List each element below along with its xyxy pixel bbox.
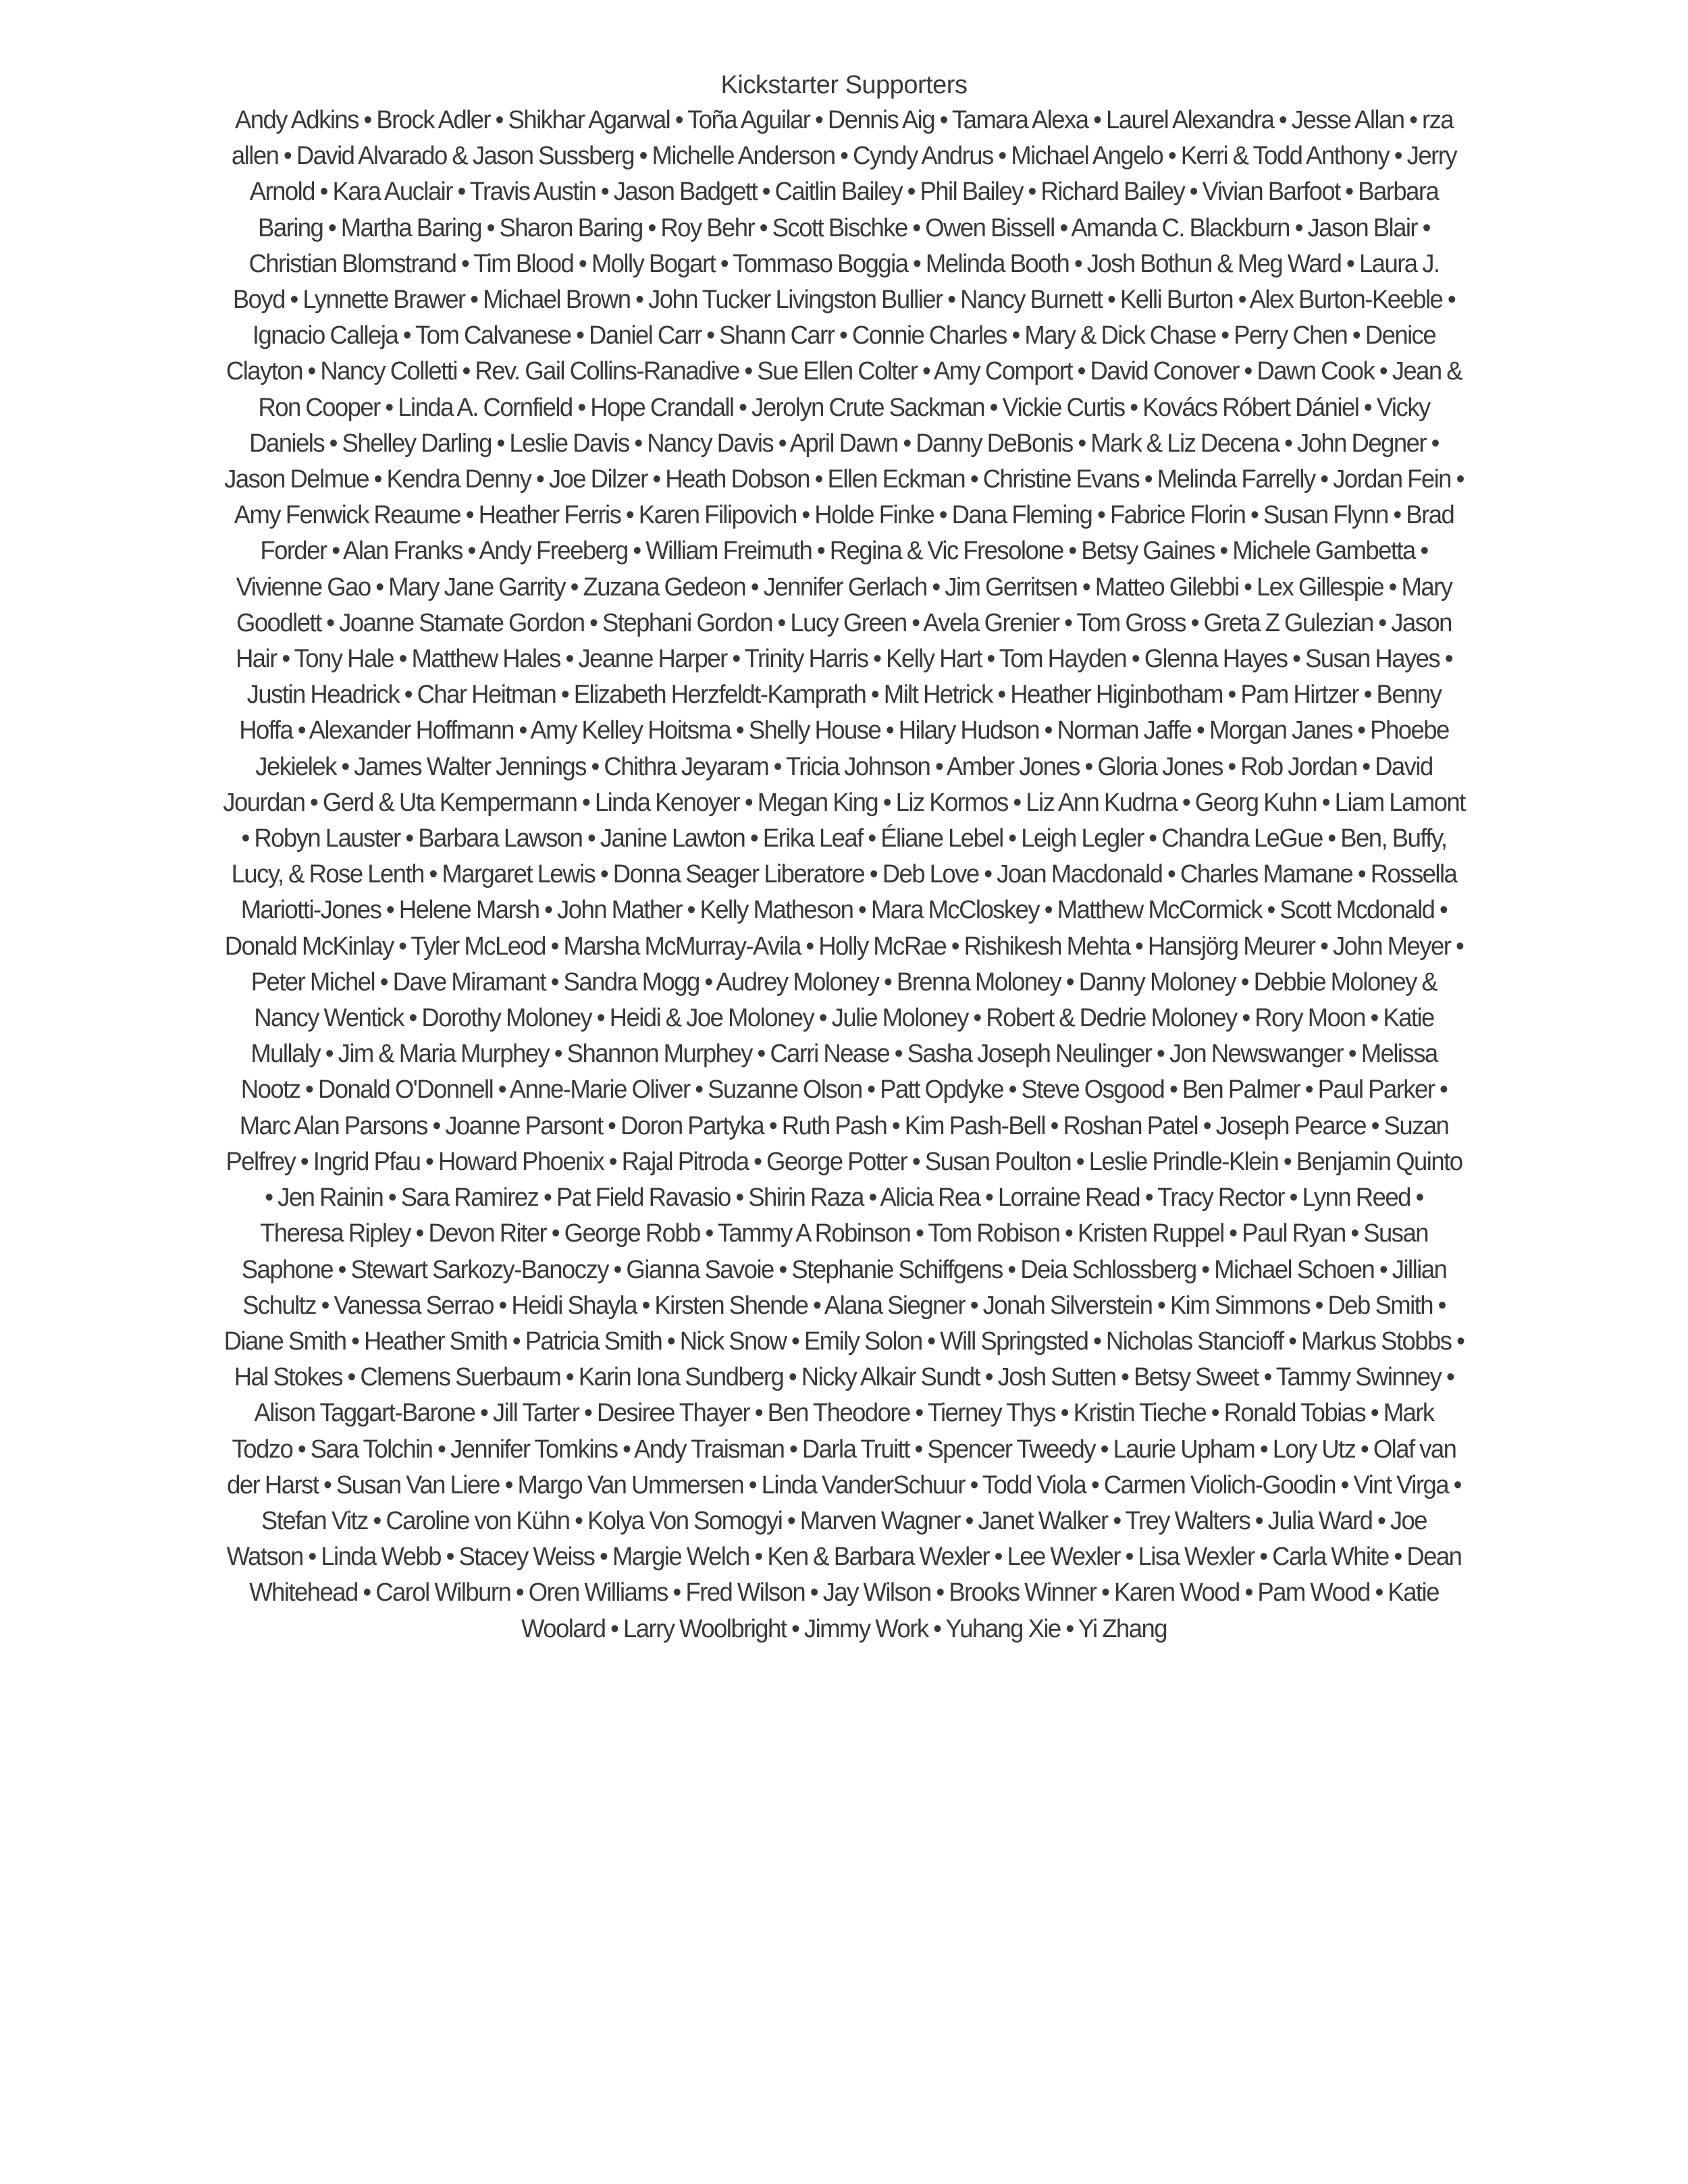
document-page [196,68,1492,1647]
page-title: Kickstarter Supporters [720,71,968,99]
supporters-list: Andy Adkins • Brock Adler • Shikhar Agarwal • Toña Aguilar • Dennis Aig • Tamara Alexa • Laurel Alexandra • Jesse Allan • rza allen • David Alvarado & Jason Sussberg • Michelle Anderson • Cyndy Andrus • Michael Angelo • Kerri & Todd Anthony • Jerry Arnold • Kara Auclair • Travis Austin • Jason Badgett • Caitlin Bailey • Phil Bailey • Richard Bailey • Vivian Barfoot • Barbara Baring • Martha Baring • Sharon Baring • Roy Behr • Scott Bischke • Owen Bissell • Amanda C. Blackburn • Jason Blair • Christian Blomstrand • Tim Blood • Molly Bogart • Tommaso Boggia • Melinda Booth • Josh Bothun & Meg Ward • Laura J. Boyd • Lynnette Brawer • Michael Brown • John Tucker Livingston Bullier • Nancy Burnett • Kelli Burton • Alex Burton-Keeble • Ignacio Calleja • Tom Calvanese • Daniel Carr • Shann Carr • Connie Charles • Mary & Dick Chase • Perry Chen • Denice Clayton • Nancy Colletti • Rev. Gail Collins-Ranadive • Sue Ellen Colter • Amy Comport • David Conover • Dawn Cook • Jean & Ron Cooper • Linda A. Cornfield • Hope Crandall • Jerolyn Crute Sackman • Vickie Curtis • Kovács Róbert Dániel • Vicky Daniels • Shelley Darling • Leslie Davis • Nancy Davis • April Dawn • Danny DeBonis • Mark & Liz Decena • John Degner • Jason Delmue • Kendra Denny • Joe Dilzer • Heath Dobson • Ellen Eckman • Christine Evans • Melinda Farrelly • Jordan Fein • Amy Fenwick Reaume • Heather Ferris • Karen Filipovich • Holde Finke • Dana Fleming • Fabrice Florin • Susan Flynn • Brad Forder • Alan Franks • Andy Freeberg • William Freimuth • Regina & Vic Fresolone • Betsy Gaines • Michele Gambetta • Vivienne Gao • Mary Jane Garrity • Zuzana Gedeon • Jennifer Gerlach • Jim Gerritsen • Matteo Gilebbi • Lex Gillespie • Mary Goodlett • Joanne Stamate Gordon • Stephani Gordon • Lucy Green • Avela Grenier • Tom Gross • Greta Z Gulezian • Jason Hair • Tony Hale • Matthew Hales • Jeanne Harper • Trinity Harris • Kelly Hart • Tom Hayden • Glenna Hayes • Susan Hayes • Justin Headrick • Char Heitman • Elizabeth Herzfeldt-Kamprath • Milt Hetrick • Heather Higinbotham • Pam Hirtzer • Benny Hoffa • Alexander Hoffmann • Amy Kelley Hoitsma • Shelly House • Hilary Hudson • Norman Jaffe • Morgan Janes • Phoebe Jekielek • James Walter Jennings • Chithra Jeyaram • Tricia Johnson • Amber Jones • Gloria Jones • Rob Jordan • David Jourdan • Gerd & Uta Kempermann • Linda Kenoyer • Megan King • Liz Kormos • Liz Ann Kudrna • Georg Kuhn • Liam Lamont • Robyn Lauster • Barbara Lawson • Janine Lawton • Erika Leaf • Éliane Lebel • Leigh Legler • Chandra LeGue • Ben, Buffy, Lucy, & Rose Lenth • Margaret Lewis • Donna Seager Liberatore • Deb Love • Joan Macdonald • Charles Mamane • Rossella Mariotti-Jones • Helene Marsh • John Mather • Kelly Matheson • Mara McCloskey • Matthew McCormick • Scott Mcdonald • Donald McKinlay • Tyler McLeod • Marsha McMurray-Avila • Holly McRae • Rishikesh Mehta • Hansjörg Meurer • John Meyer • Peter Michel • Dave Miramant • Sandra Mogg • Audrey Moloney • Brenna Moloney • Danny Moloney • Debbie Moloney & Nancy Wentick • Dorothy Moloney • Heidi & Joe Moloney • Julie Moloney • Robert & Dedrie Moloney • Rory Moon • Katie Mullaly • Jim & Maria Murphey • Shannon Murphey • Carri Nease • Sasha Joseph Neulinger • Jon Newswanger • Melissa Nootz • Donald O'Donnell • Anne-Marie Oliver • Suzanne Olson • Patt Opdyke • Steve Osgood • Ben Palmer • Paul Parker • Marc Alan Parsons • Joanne Parsont • Doron Partyka • Ruth Pash • Kim Pash-Bell • Roshan Patel • Joseph Pearce • Suzan Pelfrey • Ingrid Pfau • Howard Phoenix • Rajal Pitroda • George Potter • Susan Poulton • Leslie Prindle-Klein • Benjamin Quinto • Jen Rainin • Sara Ramirez • Pat Field Ravasio • Shirin Raza • Alicia Rea • Lorraine Read • Tracy Rector • Lynn Reed • Theresa Ripley • Devon Riter • George Robb • Tammy A Robinson • Tom Robison • Kristen Ruppel • Paul Ryan • Susan Saphone • Stewart Sarkozy-Banoczy • Gianna Savoie • Stephanie Schiffgens • Deia Schlossberg • Michael Schoen • Jillian Schultz • Vanessa Serrao • Heidi Shayla • Kirsten Shende • Alana Siegner • Jonah Silverstein • Kim Simmons • Deb Smith • Diane Smith • Heather Smith • Patricia Smith • Nick Snow • Emily Solon • Will Springsted • Nicholas Stancioff • Markus Stobbs • Hal Stokes • Clemens Suerbaum • Karin Iona Sundberg • Nicky Alkair Sundt • Josh Sutten • Betsy Sweet • Tammy Swinney • Alison Taggart-Barone • Jill Tarter • Desiree Thayer • Ben Theodore • Tierney Thys • Kristin Tieche • Ronald Tobias • Mark Todzo • Sara Tolchin • Jennifer Tomkins • Andy Traisman • Darla Truitt • Spencer Tweedy • Laurie Upham • Lory Utz • Olaf van der Harst • Susan Van Liere • Margo Van Ummersen • Linda VanderSchuur • Todd Viola • Carmen Violich-Goodin • Vint Virga • Stefan Vitz • Caroline von Kühn • Kolya Von Somogyi • Marven Wagner • Janet Walker • Trey Walters • Julia Ward • Joe Watson • Linda Webb • Stacey Weiss • Margie Welch • Ken & Barbara Wexler • Lee Wexler • Lisa Wexler • Carla White • Dean Whitehead • Carol Wilburn • Oren Williams • Fred Wilson • Jay Wilson • Brooks Winner • Karen Wood • Pam Wood • Katie Woolard • Larry Woolbright • Jimmy Work • Yuhang Xie • Yi Zhang [223,106,1465,1643]
